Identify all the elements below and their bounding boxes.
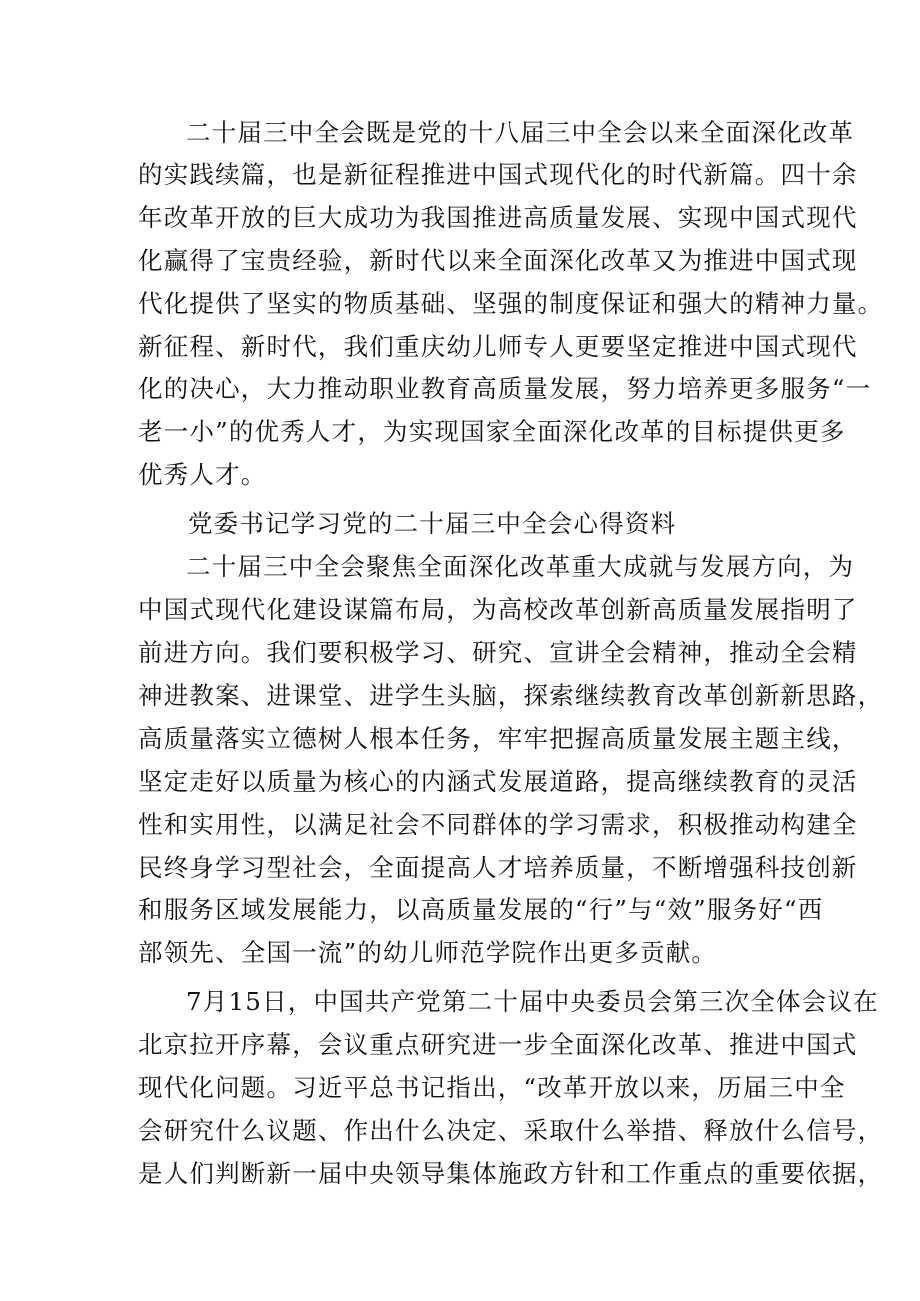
text-line: 前进方向。我们要积极学习、研究、宣讲全会精神，推动全会精 bbox=[138, 638, 858, 667]
text-line: 神进教案、进课堂、进学生头脑，探索继续教育改革创新新思路， bbox=[138, 681, 884, 710]
text-line: 7月15日，中国共产党第二十届中央委员会第三次全体会议在 bbox=[186, 987, 879, 1016]
text-line: 民终身学习型社会，全面提高人才培养质量，不断增强科技创新 bbox=[138, 853, 858, 882]
text-line: 二十届三中全会聚焦全面深化改革重大成就与发展方向，为 bbox=[186, 552, 855, 581]
text-line: 老一小”的优秀人才，为实现国家全面深化改革的目标提供更多 bbox=[138, 417, 846, 446]
text-line: 现代化问题。习近平总书记指出，“改革开放以来，历届三中全 bbox=[138, 1073, 846, 1102]
text-line: 会研究什么议题、作出什么决定、采取什么举措、释放什么信号， bbox=[138, 1116, 884, 1145]
text-line: 代化提供了坚实的物质基础、坚强的制度保证和强大的精神力量。 bbox=[138, 289, 884, 318]
section-heading: 党委书记学习党的二十届三中全会心得资料 bbox=[188, 509, 677, 538]
text-line: 二十届三中全会既是党的十八届三中全会以来全面深化改革 bbox=[186, 118, 855, 147]
text-line: 的实践续篇，也是新征程推进中国式现代化的时代新篇。四十余 bbox=[138, 160, 858, 189]
text-line: 年改革开放的巨大成功为我国推进高质量发展、实现中国式现代 bbox=[138, 203, 858, 232]
text-line: 是人们判断新一届中央领导集体施政方针和工作重点的重要依据， bbox=[138, 1159, 884, 1188]
text-line: 北京拉开序幕，会议重点研究进一步全面深化改革、推进中国式 bbox=[138, 1030, 858, 1059]
text-line: 优秀人才。 bbox=[138, 460, 267, 489]
text-line: 性和实用性，以满足社会不同群体的学习需求，积极推动构建全 bbox=[138, 810, 858, 839]
text-line: 坚定走好以质量为核心的内涵式发展道路，提高继续教育的灵活 bbox=[138, 767, 858, 796]
text-line: 新征程、新时代，我们重庆幼儿师专人更要坚定推进中国式现代 bbox=[138, 332, 858, 361]
text-line: 化的决心，大力推动职业教育高质量发展，努力培养更多服务“一 bbox=[138, 374, 872, 403]
text-line: 化赢得了宝贵经验，新时代以来全面深化改革又为推进中国式现 bbox=[138, 246, 858, 275]
text-line: 和服务区域发展能力，以高质量发展的“行”与“效”服务好“西 bbox=[138, 895, 824, 924]
text-line: 中国式现代化建设谋篇布局，为高校改革创新高质量发展指明了 bbox=[138, 595, 858, 624]
text-line: 高质量落实立德树人根本任务，牢牢把握高质量发展主题主线， bbox=[138, 724, 858, 753]
text-line: 部领先、全国一流”的幼儿师范学院作出更多贡献。 bbox=[138, 938, 718, 967]
